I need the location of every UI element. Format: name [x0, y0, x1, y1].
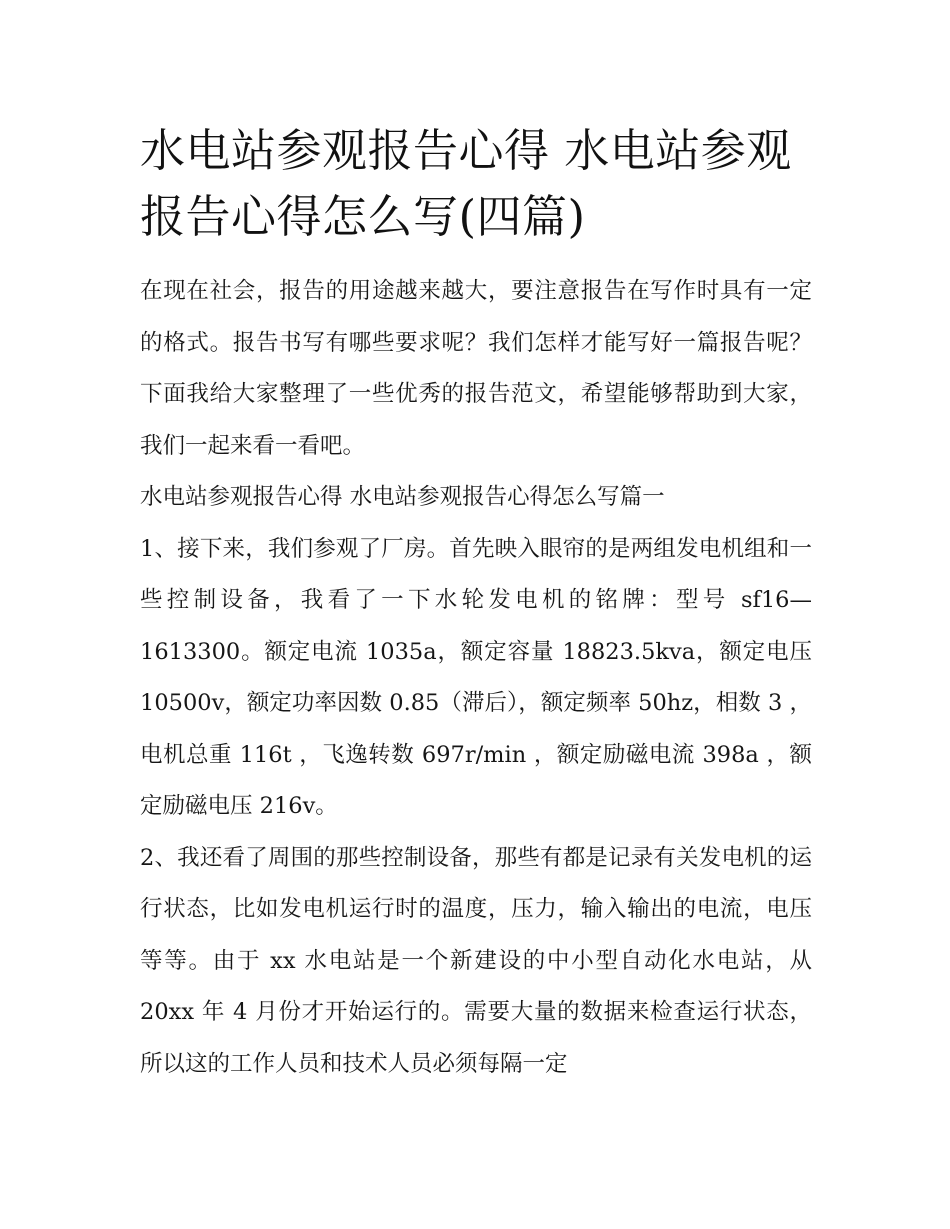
document-content [140, 118, 812, 1090]
paragraph-2: 2、我还看了周围的那些控制设备，那些有都是记录有关发电机的运行状态，比如发电机运行时的温度，压力，输入输出的电流，电压等等。由于 xx 水电站是一个新建设的中小型自动化水电站，从 20xx 年 4 月份才开始运行的。需要大量的数据来检查运行状态，所以这的工作人员和技术人员必须每隔一定 [140, 844, 812, 1077]
document-body [140, 266, 812, 1090]
section-heading: 水电站参观报告心得 水电站参观报告心得怎么写篇一 [140, 484, 665, 510]
intro-paragraph: 在现在社会，报告的用途越来越大，要注意报告在写作时具有一定的格式。报告书写有哪些要求呢？我们怎样才能写好一篇报告呢？下面我给大家整理了一些优秀的报告范文，希望能够帮助到大家，我们一起来看一看吧。 [140, 278, 812, 459]
paragraph-1: 1、接下来，我们参观了厂房。首先映入眼帘的是两组发电机组和一些控制设备，我看了一下水轮发电机的铭牌：型号 sf16—1613300。额定电流 1035a，额定容量 18823.5kva，额定电压 10500v，额定功率因数 0.85（滞后），额定频率 50hz，相数 3 ，电机总重 116t ，飞逸转数 697r/min ，额定励磁电流 398a ，额定励磁电压 216v。 [140, 535, 812, 819]
document-title: 水电站参观报告心得 水电站参观报告心得怎么写(四篇) [140, 124, 792, 243]
